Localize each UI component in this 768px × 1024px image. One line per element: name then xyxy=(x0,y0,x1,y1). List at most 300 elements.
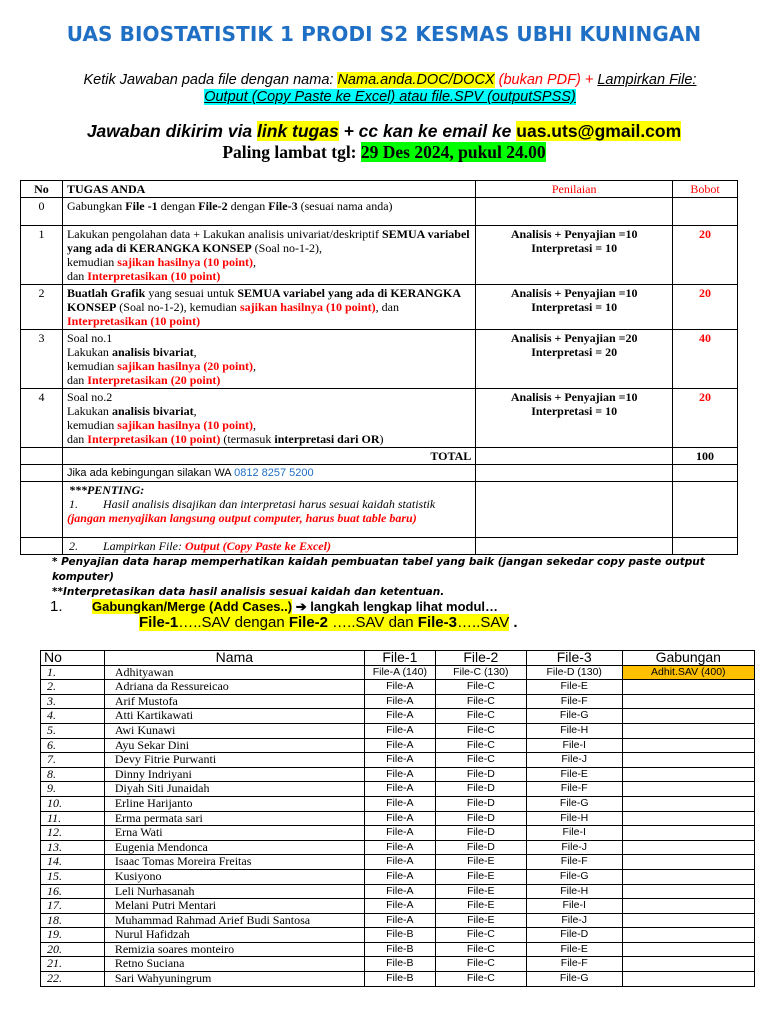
gabungan-cell xyxy=(622,913,754,928)
page-title: UAS BIOSTATISTIK 1 PRODI S2 KESMAS UBHI KUNINGAN xyxy=(66,22,702,46)
file-instructions xyxy=(40,72,740,106)
file-2-cell: File-E xyxy=(435,913,526,928)
student-name: Awi Kunawi xyxy=(104,723,364,738)
contact-phone-link[interactable]: 0812 8257 5200 xyxy=(234,467,314,479)
file-end: . xyxy=(509,614,518,631)
task-text-part: (Soal no-1-2), xyxy=(251,241,322,255)
file-3-cell: File-J xyxy=(526,913,622,928)
student-name: Diyah Siti Junaidah xyxy=(104,782,364,797)
task-text-part: kemudian xyxy=(66,418,118,432)
names-body xyxy=(41,665,755,986)
student-name: Melani Putri Mentari xyxy=(104,899,364,914)
total-empty xyxy=(21,448,63,465)
file-2-cell: File-C xyxy=(435,694,526,709)
task-text-bold: File-3 xyxy=(268,199,298,213)
file-2-cell: File-C xyxy=(435,709,526,724)
row-no: 5. xyxy=(41,723,105,738)
file-2-cell: File-C xyxy=(435,738,526,753)
task-text xyxy=(62,330,475,389)
file-3-cell: File-E xyxy=(526,942,622,957)
lampiran-empty xyxy=(673,538,738,555)
step-rest: langkah lengkap lihat modul… xyxy=(310,599,499,614)
task-row xyxy=(21,226,738,285)
penting-item: Lampirkan File: xyxy=(102,539,185,553)
file-3-cell: File-J xyxy=(526,753,622,768)
task-text-red: Interpretasikan (20 point) xyxy=(87,373,221,387)
task-text-part: ) xyxy=(379,432,384,446)
student-name: Atti Kartikawati xyxy=(104,709,364,724)
student-name: Remizia soares monteiro xyxy=(104,942,364,957)
file-2-label: File-2 xyxy=(288,614,329,631)
file-1-cell: File-A xyxy=(364,694,435,709)
instr-prefix: Ketik Jawaban pada file dengan nama: xyxy=(83,72,338,88)
file-3-cell: File-D (130) xyxy=(526,665,622,680)
student-name: Erma permata sari xyxy=(104,811,364,826)
file-2-cell: File-E xyxy=(435,855,526,870)
col-tugas: TUGAS ANDA xyxy=(62,181,475,198)
file-3-cell: File-H xyxy=(526,884,622,899)
instr-lampiran: Lampirkan File: xyxy=(597,72,697,88)
file-2-cell: File-C xyxy=(435,680,526,695)
file-1-cell: File-A xyxy=(364,869,435,884)
file-1-cell: File-A xyxy=(364,782,435,797)
task-text-part: , xyxy=(193,404,197,418)
task-penilaian xyxy=(476,330,673,389)
task-text-red: Interpretasikan (10 point) xyxy=(66,314,201,328)
row-no: 15. xyxy=(41,869,105,884)
file-1-cell: File-A xyxy=(364,811,435,826)
gabungan-cell xyxy=(622,738,754,753)
table-row xyxy=(41,884,755,899)
penilaian-line: Interpretasi = 10 xyxy=(531,300,618,314)
student-name: Erna Wati xyxy=(104,826,364,841)
gabungan-cell xyxy=(622,811,754,826)
total-row xyxy=(21,448,738,465)
gabungan-cell xyxy=(622,928,754,943)
file-3-cell: File-F xyxy=(526,855,622,870)
row-no: 3. xyxy=(41,694,105,709)
file-3-cell: File-F xyxy=(526,782,622,797)
task-bobot: 20 xyxy=(673,285,738,330)
file-3-cell: File-E xyxy=(526,767,622,782)
gabungan-cell xyxy=(622,869,754,884)
task-text-part: Soal no.1 xyxy=(66,331,113,345)
file-1-cell: File-A xyxy=(364,709,435,724)
table-row xyxy=(41,796,755,811)
student-name: Muhammad Rahmad Arief Budi Santosa xyxy=(104,913,364,928)
task-no: 1 xyxy=(21,226,63,285)
contact-empty xyxy=(21,465,63,482)
table-row xyxy=(41,782,755,797)
penilaian-line: Analisis + Penyajian =10 xyxy=(510,390,638,404)
file-2-cell: File-E xyxy=(435,869,526,884)
header-gabungan: Gabungan xyxy=(622,651,754,666)
file-1-cell: File-B xyxy=(364,942,435,957)
file-3-cell: File-I xyxy=(526,738,622,753)
task-text-part: kemudian xyxy=(66,255,118,269)
file-2-cell: File-C xyxy=(435,942,526,957)
col-no: No xyxy=(21,181,63,198)
col-bobot: Bobot xyxy=(673,181,738,198)
table-row xyxy=(41,709,755,724)
task-text-bold: analisis bivariat xyxy=(111,404,194,418)
send-instructions xyxy=(0,121,768,142)
row-no: 20. xyxy=(41,942,105,957)
contact-empty xyxy=(673,465,738,482)
step-highlight: Gabungkan/Merge (Add Cases..) xyxy=(92,599,293,614)
file-2-cell: File-D xyxy=(435,767,526,782)
gabungan-cell xyxy=(622,796,754,811)
task-text xyxy=(62,285,475,330)
task-penilaian xyxy=(476,389,673,448)
student-name: Isaac Tomas Moreira Freitas xyxy=(104,855,364,870)
student-name: Ayu Sekar Dini xyxy=(104,738,364,753)
task-text-part: Gabungkan xyxy=(66,199,126,213)
file-1-cell: File-A xyxy=(364,753,435,768)
row-no: 18. xyxy=(41,913,105,928)
task-text-part: Soal no.2 xyxy=(66,390,113,404)
table-row xyxy=(41,680,755,695)
row-no: 8. xyxy=(41,767,105,782)
lampiran-empty xyxy=(476,538,673,555)
row-no: 2. xyxy=(41,680,105,695)
table-row xyxy=(41,767,755,782)
task-row xyxy=(21,330,738,389)
col-penilaian: Penilaian xyxy=(476,181,673,198)
step-number: 1. xyxy=(50,598,63,615)
table-row xyxy=(41,840,755,855)
gabungan-cell xyxy=(622,709,754,724)
row-no: 19. xyxy=(41,928,105,943)
arrow-right-icon: ➔ xyxy=(292,599,311,614)
task-text-bold: File-2 xyxy=(198,199,228,213)
task-text-red: sajikan hasilnya (10 point) xyxy=(117,418,253,432)
table-row xyxy=(41,665,755,680)
table-row xyxy=(41,928,755,943)
row-no: 17. xyxy=(41,899,105,914)
row-no: 1. xyxy=(41,665,105,680)
table-row xyxy=(41,899,755,914)
row-no: 22. xyxy=(41,972,105,987)
tasks-table xyxy=(20,180,738,555)
gabungan-cell xyxy=(622,855,754,870)
task-row xyxy=(21,198,738,226)
table-row xyxy=(41,869,755,884)
contact-empty xyxy=(476,465,673,482)
penilaian-line: Analisis + Penyajian =20 xyxy=(510,331,638,345)
file-2-cell: File-C xyxy=(435,957,526,972)
task-text-red: Interpretasikan (10 point) xyxy=(87,432,221,446)
file-ext: …..SAV xyxy=(178,614,231,631)
task-text-red: sajikan hasilnya (10 point) xyxy=(239,300,376,314)
instr-not-pdf: (bukan PDF) + xyxy=(494,72,598,88)
student-name: Arif Mustofa xyxy=(104,694,364,709)
task-penilaian xyxy=(476,285,673,330)
gabungan-cell xyxy=(622,840,754,855)
send-link: link tugas xyxy=(257,121,339,141)
file-2-cell: File-C xyxy=(435,972,526,987)
task-no: 0 xyxy=(21,198,63,226)
task-no: 2 xyxy=(21,285,63,330)
file-3-cell: File-E xyxy=(526,680,622,695)
task-bobot: 20 xyxy=(673,389,738,448)
file-1-cell: File-A (140) xyxy=(364,665,435,680)
task-text-part: kemudian xyxy=(66,359,118,373)
instr-filename: Nama.anda.DOC/DOCX xyxy=(337,72,495,88)
file-3-cell: File-D xyxy=(526,928,622,943)
file-2-cell: File-C (130) xyxy=(435,665,526,680)
file-join-word: dan xyxy=(384,614,418,631)
task-text-red: sajikan hasilnya (20 point) xyxy=(117,359,253,373)
file-3-cell: File-I xyxy=(526,899,622,914)
task-text-bold: SEMUA variabel yang ada di KERANGKA KONSEP xyxy=(66,286,461,314)
student-name: Adriana da Ressureicao xyxy=(104,680,364,695)
deadline-value: 29 Des 2024, pukul 24.00 xyxy=(360,142,546,162)
task-bobot xyxy=(673,198,738,226)
contact-text xyxy=(62,465,475,482)
merge-files-highlight xyxy=(139,614,509,631)
file-3-cell: File-I xyxy=(526,826,622,841)
file-join-word: dengan xyxy=(230,614,289,631)
total-label: TOTAL xyxy=(62,448,475,465)
send-email: uas.uts@gmail.com xyxy=(516,121,682,141)
file-2-cell: File-D xyxy=(435,782,526,797)
task-text-part: yang sesuai untuk xyxy=(145,286,238,300)
row-no: 9. xyxy=(41,782,105,797)
file-1-cell: File-A xyxy=(364,796,435,811)
file-1-cell: File-A xyxy=(364,855,435,870)
file-3-cell: File-G xyxy=(526,869,622,884)
row-no: 10. xyxy=(41,796,105,811)
table-row xyxy=(41,942,755,957)
penilaian-line: Interpretasi = 20 xyxy=(531,345,618,359)
student-name: Devy Fitrie Purwanti xyxy=(104,753,364,768)
penilaian-line: Interpretasi = 10 xyxy=(531,404,618,418)
instr-output: Output (Copy Paste ke Excel) atau file.SPV (outputSPSS) xyxy=(204,89,576,105)
penting-item-red: (jangan menyajikan langsung output computer, harus buat table baru) xyxy=(66,511,417,525)
student-name: Retno Suciana xyxy=(104,957,364,972)
task-text-part: dengan xyxy=(157,199,199,213)
row-no: 11. xyxy=(41,811,105,826)
task-bobot: 20 xyxy=(673,226,738,285)
task-text-part: Lakukan xyxy=(66,345,112,359)
penting-num: 2. xyxy=(68,539,78,553)
file-1-cell: File-A xyxy=(364,884,435,899)
step-merge xyxy=(50,598,750,615)
penting-text xyxy=(62,482,475,538)
file-2-cell: File-D xyxy=(435,826,526,841)
header-nama: Nama xyxy=(104,651,364,666)
penilaian-line: Analisis + Penyajian =10 xyxy=(510,227,638,241)
file-1-cell: File-A xyxy=(364,738,435,753)
penting-empty xyxy=(21,482,63,538)
file-2-cell: File-E xyxy=(435,884,526,899)
gabungan-cell xyxy=(622,767,754,782)
gabungan-cell xyxy=(622,753,754,768)
task-text-part: , xyxy=(252,255,256,269)
table-row xyxy=(41,723,755,738)
table-row xyxy=(41,957,755,972)
penting-num: 1. xyxy=(68,497,78,511)
file-1-cell: File-A xyxy=(364,840,435,855)
gabungan-cell xyxy=(622,723,754,738)
task-text-part: , dan xyxy=(375,300,399,314)
student-name: Kusiyono xyxy=(104,869,364,884)
gabungan-cell xyxy=(622,826,754,841)
table-row xyxy=(41,855,755,870)
task-text-part: dengan xyxy=(227,199,269,213)
file-2-cell: File-D xyxy=(435,811,526,826)
gabungan-cell xyxy=(622,942,754,957)
student-files-table xyxy=(40,650,755,987)
deadline xyxy=(0,142,768,163)
penting-item: Hasil analisis disajikan dan interpretasi harus sesuai kaidah statistik xyxy=(102,497,436,511)
task-text-part: , xyxy=(252,359,256,373)
file-ext: …..SAV xyxy=(456,614,510,631)
task-text-bold: interpretasi dari OR xyxy=(274,432,380,446)
student-name: Nurul Hafidzah xyxy=(104,928,364,943)
gabungan-cell xyxy=(622,884,754,899)
contact-row xyxy=(21,465,738,482)
merge-files-line xyxy=(139,614,699,631)
file-3-cell: File-G xyxy=(526,972,622,987)
task-text-bold: SEMUA variabel yang ada di KERANGKA KONSEP xyxy=(66,227,470,255)
file-3-cell: File-H xyxy=(526,811,622,826)
task-text-bold: Buatlah Grafik xyxy=(66,286,146,300)
file-1-cell: File-B xyxy=(364,972,435,987)
file-1-cell: File-A xyxy=(364,767,435,782)
file-2-cell: File-E xyxy=(435,899,526,914)
file-1-cell: File-A xyxy=(364,723,435,738)
penilaian-line: Interpretasi = 10 xyxy=(531,241,618,255)
task-text-bold: analisis bivariat xyxy=(111,345,194,359)
row-no: 6. xyxy=(41,738,105,753)
note-item: **Interpretasikan data hasil analisis sesuai kaidah dan ketentuan. xyxy=(52,586,445,598)
task-text-part: dan xyxy=(66,373,88,387)
file-1-cell: File-A xyxy=(364,680,435,695)
file-1-cell: File-B xyxy=(364,928,435,943)
names-header-row xyxy=(41,651,755,666)
file-1-cell: File-A xyxy=(364,826,435,841)
penilaian-line: Analisis + Penyajian =10 xyxy=(510,286,638,300)
task-text-part: Lakukan xyxy=(66,404,112,418)
file-3-cell: File-G xyxy=(526,796,622,811)
header-no: No xyxy=(41,651,105,666)
task-text-part: (Soal no-1-2), kemudian xyxy=(116,300,240,314)
gabungan-cell xyxy=(622,972,754,987)
file-2-cell: File-C xyxy=(435,928,526,943)
task-no: 3 xyxy=(21,330,63,389)
row-no: 7. xyxy=(41,753,105,768)
gabungan-cell xyxy=(622,680,754,695)
task-text-part: , xyxy=(193,345,197,359)
file-1-cell: File-B xyxy=(364,957,435,972)
penting-empty xyxy=(476,482,673,538)
total-empty xyxy=(476,448,673,465)
table-row xyxy=(41,826,755,841)
header-file-3: File-3 xyxy=(526,651,622,666)
task-penilaian xyxy=(476,198,673,226)
table-row xyxy=(41,972,755,987)
file-1-cell: File-A xyxy=(364,899,435,914)
row-no: 4. xyxy=(41,709,105,724)
task-bobot: 40 xyxy=(673,330,738,389)
file-2-cell: File-D xyxy=(435,840,526,855)
file-3-cell: File-G xyxy=(526,709,622,724)
task-row xyxy=(21,389,738,448)
task-no: 4 xyxy=(21,389,63,448)
row-no: 21. xyxy=(41,957,105,972)
task-text xyxy=(62,198,475,226)
task-text-bold: File -1 xyxy=(125,199,158,213)
note-item: * Penyajian data harap memperhatikan kaidah pembuatan tabel yang baik (jangan sekedar copy paste output komputer) xyxy=(52,556,705,583)
student-name: Adhityawan xyxy=(104,665,364,680)
student-name: Leli Nurhasanah xyxy=(104,884,364,899)
file-3-cell: File-F xyxy=(526,694,622,709)
table-row xyxy=(41,753,755,768)
file-3-cell: File-H xyxy=(526,723,622,738)
file-2-cell: File-D xyxy=(435,796,526,811)
student-name: Eugenia Mendonca xyxy=(104,840,364,855)
penting-row xyxy=(21,482,738,538)
task-text-part: dan xyxy=(66,269,88,283)
gabungan-cell xyxy=(622,899,754,914)
student-name: Dinny Indriyani xyxy=(104,767,364,782)
send-prefix: Jawaban dikirim via xyxy=(86,121,258,141)
lampiran-text xyxy=(62,538,475,555)
row-no: 14. xyxy=(41,855,105,870)
file-2-cell: File-C xyxy=(435,753,526,768)
task-row xyxy=(21,285,738,330)
gabungan-cell xyxy=(622,957,754,972)
task-penilaian xyxy=(476,226,673,285)
notes xyxy=(52,555,752,600)
file-3-cell: File-J xyxy=(526,840,622,855)
row-no: 12. xyxy=(41,826,105,841)
lampiran-empty xyxy=(21,538,63,555)
contact-label: Jika ada kebingungan silakan WA xyxy=(66,467,235,479)
lampiran-row xyxy=(21,538,738,555)
row-no: 13. xyxy=(41,840,105,855)
gabungan-cell xyxy=(622,694,754,709)
task-text-part: dan xyxy=(66,432,88,446)
file-ext: …..SAV xyxy=(328,614,385,631)
penting-item-red: Output (Copy Paste ke Excel) xyxy=(184,539,331,553)
task-text-part: , xyxy=(252,418,256,432)
row-no: 16. xyxy=(41,884,105,899)
table-row xyxy=(41,738,755,753)
header-file-1: File-1 xyxy=(364,651,435,666)
tasks-header-row xyxy=(21,181,738,198)
task-text-part: Lakukan pengolahan data + Lakukan analisis univariat/deskriptif xyxy=(66,227,382,241)
penting-title: ***PENTING: xyxy=(68,483,145,497)
task-text xyxy=(62,389,475,448)
table-row xyxy=(41,811,755,826)
file-2-cell: File-C xyxy=(435,723,526,738)
task-text-red: Interpretasikan (10 point) xyxy=(87,269,221,283)
header-file-2: File-2 xyxy=(435,651,526,666)
task-text-red: sajikan hasilnya (10 point) xyxy=(117,255,253,269)
file-3-label: File-3 xyxy=(417,614,457,631)
task-text xyxy=(62,226,475,285)
file-3-cell: File-F xyxy=(526,957,622,972)
task-text-part: (sesuai nama anda) xyxy=(297,199,393,213)
penting-empty xyxy=(673,482,738,538)
gabungan-cell xyxy=(622,782,754,797)
table-row xyxy=(41,913,755,928)
gabungan-cell: Adhit.SAV (400) xyxy=(622,665,754,680)
table-row xyxy=(41,694,755,709)
